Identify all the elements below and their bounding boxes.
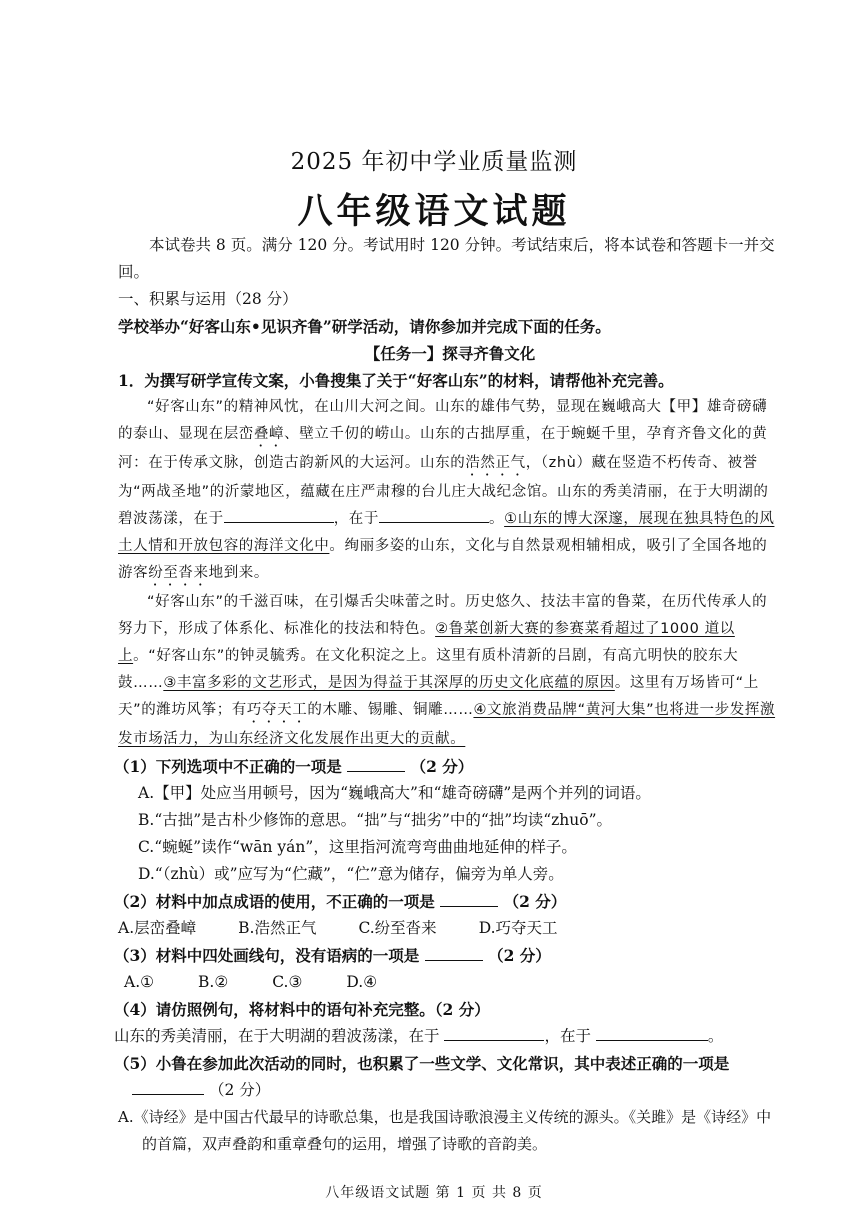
text-run: 山东的秀美清丽，在于大明湖的碧波荡漾，在于 <box>114 1027 440 1045</box>
text-run: 。 <box>489 511 505 527</box>
answer-blank[interactable] <box>440 890 498 907</box>
text-run: 。 <box>707 1027 724 1045</box>
exam-body <box>114 232 782 1158</box>
fill-blank[interactable] <box>379 506 489 523</box>
dotted-idiom: 纷至沓来 <box>148 565 209 581</box>
subquestion-4: （4）请仿照例句，将材料中的语句补充完整。（2 分） <box>114 1000 490 1019</box>
subquestion-5: （5）小鲁在参加此次活动的同时，也积累了一些文学、文化常识，其中表述正确的一项是 <box>114 1054 730 1073</box>
text-run: 。这里有万场皆可“上天”的潍坊风筝；有 <box>118 675 759 718</box>
answer-blank[interactable] <box>132 1078 204 1095</box>
text-run: ，在于 <box>544 1027 591 1045</box>
material-paragraph-1 <box>118 394 782 589</box>
score-label: （2 分） <box>488 946 551 965</box>
text-run: 。绚丽多姿的山东，文化与自然景观相辅相成，吸引了全国各地的游客 <box>118 538 768 581</box>
answer-blank[interactable] <box>347 755 405 772</box>
dotted-idiom: 浩然正气 <box>465 455 526 471</box>
subquestion-stem: （2）材料中加点成语的使用，不正确的一项是 <box>114 892 435 911</box>
answer-line <box>132 1077 782 1104</box>
options-row <box>124 969 782 996</box>
option-b: B.② <box>198 973 229 991</box>
fill-blank[interactable] <box>224 506 334 523</box>
section-heading: 一、积累与运用（28 分） <box>118 290 298 308</box>
subquestion-3 <box>114 942 782 969</box>
text-run: 的木雕、锡雕、铜雕…… <box>307 702 474 718</box>
dotted-idiom: 巧夺天工 <box>246 702 308 718</box>
question-1-stem: 1．为撰写研学宣传文案，小鲁搜集了关于“好客山东”的材料，请帮他补充完善。 <box>118 371 674 390</box>
activity-lead: 学校举办“好客山东•见识齐鲁”研学活动，请你参加并完成下面的任务。 <box>118 317 611 336</box>
dotted-idiom: 叠嶂 <box>253 426 285 442</box>
option-a: A.层峦叠嶂 <box>118 919 197 937</box>
option-b: B.浩然正气 <box>238 919 317 937</box>
option-d: D.“（zhù）或”应写为“伫藏”，“伫”意为储存，偏旁为单人旁。 <box>138 865 564 883</box>
imitation-sentence <box>114 1023 782 1050</box>
page-footer: 八年级语文试题 第 1 页 共 8 页 <box>325 1185 543 1201</box>
option-a: A.《诗经》是中国古代最早的诗歌总集，也是我国诗歌浪漫主义传统的源头。《关雎》是《诗经》中的首篇，双声叠韵和重章叠句的运用，增强了诗歌的音韵美。 <box>118 1108 772 1153</box>
answer-blank[interactable] <box>444 1024 544 1041</box>
text-run: 地到来。 <box>208 565 270 581</box>
option-d: D.巧夺天工 <box>478 919 558 937</box>
exam-subject-title: 八年级语文试题 <box>297 191 571 232</box>
answer-blank[interactable] <box>596 1024 708 1041</box>
option-a: A.【甲】处应当用顿号，因为“巍峨高大”和“雄奇磅礴”是两个并列的词语。 <box>138 784 651 802</box>
option-c: C.“蜿蜒”读作“wān yán”，这里指河流弯弯曲曲地延伸的样子。 <box>138 838 577 856</box>
subquestion-stem: （3）材料中四处画线句，没有语病的一项是 <box>114 946 420 965</box>
subquestion-stem: （1）下列选项中不正确的一项是 <box>114 757 342 776</box>
subquestion-1 <box>114 753 782 780</box>
exam-header-title: 2025 年初中学业质量监测 <box>290 149 578 175</box>
underlined-sentence-2: ②鲁菜创新大赛的参赛菜肴超过了1000 道以上 <box>118 621 735 664</box>
score-label: （2 分） <box>503 892 567 911</box>
exam-intro: 本试卷共 8 页。满分 120 分。考试用时 120 分钟。考试结束后，将本试卷和答题卡一并交回。 <box>118 236 775 281</box>
text-run: ，在于 <box>333 511 380 527</box>
text-run: 、壁立千仞的崂山。山东的古拙厚重，在于蜿蜒千里，孕育齐鲁文化的黄河：在于传承文脉，创造古韵新风的大运河。山东的 <box>118 426 768 471</box>
text-run: ，（zhù）藏在竖造不朽传奇、被誉为“两战圣地”的沂蒙地区，蕴藏在庄严肃穆的台儿庄大战纪念馆。山东的秀美清丽，在于大明湖的碧波荡漾，在于 <box>118 455 769 527</box>
text-run: “好客山东”的精神风忱，在山川大河之间。山东的雄伟气势，显现在巍峨高大【甲】雄奇磅礴的泰山、显现在层峦 <box>118 399 768 442</box>
options-row <box>118 915 782 942</box>
underlined-sentence-4: ④文旅消费品牌“黄河大集”也将进一步发挥激发市场活力，为山东经济文化发展作出更大的贡献 <box>118 702 776 747</box>
option-c: C.纷至沓来 <box>358 919 437 937</box>
option-a: A.① <box>124 973 155 991</box>
option-b: B.“古拙”是古朴少修饰的意思。“拙”与“拙劣”中的“拙”均读“zhuō”。 <box>138 811 613 829</box>
score-label: （2 分） <box>208 1081 271 1099</box>
material-paragraph-2: “好客山东”的千滋百味，在引爆舌尖味蕾之时。历史悠久、技法丰富的鲁菜，在历代传承人的努力下，形成了体系化、标准化的技法和特色。②鲁菜创新大赛的参赛菜肴超过了1000 道以上。“好客山东”的钟灵毓秀。在文化积淀之上。这里有质朴清新的吕剧，有高亢明快的胶东大鼓……③丰富多彩的文艺形式，是因为得益于其深厚的历史文化底蕴的原因。这里有万场皆可“上天”的潍坊风筝；有巧夺天工的木雕、锡雕、铜雕……④文旅消费品牌“黄河大集”也将进一步发挥激发市场活力，为山东经济文化发展作出更大的贡献。 <box>118 594 776 747</box>
option-d: D.④ <box>346 973 378 991</box>
answer-blank[interactable] <box>425 944 483 961</box>
underlined-sentence-3: ③丰富多彩的文艺形式，是因为得益于其深厚的历史文化底蕴的原因 <box>163 675 615 691</box>
task-heading: 【任务一】探寻齐鲁文化 <box>364 344 536 363</box>
subquestion-2 <box>114 888 782 915</box>
option-c: C.③ <box>272 973 303 991</box>
text-run: 。“好客山东”的钟灵毓秀。在文化积淀之上。这里有质朴清新的吕剧，有高亢明快的胶东大鼓…… <box>118 648 739 691</box>
underlined-sentence-1: ①山东的博大深邃，展现在独具特色的风土人情和开放包容的海洋文化中 <box>118 511 775 554</box>
score-label: （2 分） <box>410 757 474 776</box>
text-run: “好客山东”的千滋百味，在引爆舌尖味蕾之时。历史悠久、技法丰富的鲁菜，在历代传承人的努力下，形成了体系化、标准化的技法和特色。 <box>118 594 768 637</box>
